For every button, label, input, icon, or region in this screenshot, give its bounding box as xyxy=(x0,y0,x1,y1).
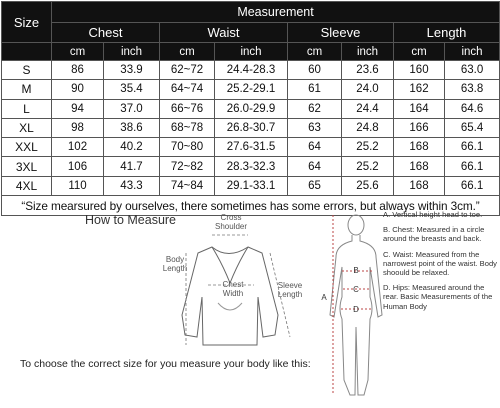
measurement-cell: 29.1-33.1 xyxy=(215,176,288,195)
chest-header: Chest xyxy=(52,23,160,43)
measurement-cell: 65 xyxy=(288,176,342,195)
table-row xyxy=(2,138,500,157)
size-cell: L xyxy=(2,99,52,118)
note-b: B. Chest: Measured in a circle around the breasts and back. xyxy=(383,225,485,244)
marker-c: C xyxy=(353,285,359,294)
size-cell: XL xyxy=(2,118,52,137)
measurement-cell: 37.0 xyxy=(104,99,160,118)
measurement-cell: 41.7 xyxy=(104,157,160,176)
measurement-cell: 62~72 xyxy=(160,61,215,80)
length-header: Length xyxy=(394,23,500,43)
measurement-cell: 66~76 xyxy=(160,99,215,118)
measurement-cell: 168 xyxy=(394,138,445,157)
measurement-cell: 25.2 xyxy=(342,157,394,176)
measurement-cell: 90 xyxy=(52,80,104,99)
chest-width-label: Chest Width xyxy=(222,280,244,298)
measurement-cell: 72~82 xyxy=(160,157,215,176)
measurement-cell: 66.1 xyxy=(445,157,500,176)
table-row xyxy=(2,61,500,80)
body-length-label: Body Length xyxy=(162,255,188,273)
size-cell: S xyxy=(2,61,52,80)
choose-size-text: To choose the correct size for you measure your body like this: xyxy=(20,358,311,370)
measurement-cell: 64 xyxy=(288,138,342,157)
table-row xyxy=(2,176,500,195)
measurement-cell: 166 xyxy=(394,118,445,137)
measurement-cell: 24.8 xyxy=(342,118,394,137)
measurement-cell: 102 xyxy=(52,138,104,157)
unit-blank xyxy=(2,43,52,61)
table-row xyxy=(2,157,500,176)
marker-d: D xyxy=(353,305,359,314)
size-cell: 3XL xyxy=(2,157,52,176)
unit-header: inch xyxy=(342,43,394,61)
measurement-cell: 33.9 xyxy=(104,61,160,80)
table-row xyxy=(2,118,500,137)
measurement-cell: 160 xyxy=(394,61,445,80)
size-cell: XXL xyxy=(2,138,52,157)
measurement-note: “Size mearsured by ourselves, there sometimes has some errors, but always within 3cm.” xyxy=(2,196,500,216)
measurement-diagram xyxy=(0,205,500,408)
note-a: A. Vertical height head to toe. xyxy=(383,210,483,219)
measurement-cell: 63.0 xyxy=(445,61,500,80)
measurement-cell: 40.2 xyxy=(104,138,160,157)
size-header: Size xyxy=(2,2,52,43)
waist-header: Waist xyxy=(160,23,288,43)
measurement-cell: 43.3 xyxy=(104,176,160,195)
measurement-cell: 24.4 xyxy=(342,99,394,118)
measurement-cell: 26.0-29.9 xyxy=(215,99,288,118)
unit-header: inch xyxy=(104,43,160,61)
unit-header: cm xyxy=(160,43,215,61)
measurement-cell: 25.2-29.1 xyxy=(215,80,288,99)
measurement-cell: 28.3-32.3 xyxy=(215,157,288,176)
sleeve-header: Sleeve xyxy=(288,23,394,43)
measurement-cell: 25.2 xyxy=(342,138,394,157)
measurement-cell: 24.0 xyxy=(342,80,394,99)
unit-header: cm xyxy=(288,43,342,61)
cross-shoulder-label: Cross Shoulder xyxy=(214,213,248,231)
measurement-cell: 168 xyxy=(394,157,445,176)
measurement-cell: 110 xyxy=(52,176,104,195)
measurement-cell: 64~74 xyxy=(160,80,215,99)
measurement-cell: 63.8 xyxy=(445,80,500,99)
measurement-cell: 65.4 xyxy=(445,118,500,137)
unit-header: inch xyxy=(445,43,500,61)
measurement-cell: 23.6 xyxy=(342,61,394,80)
measurement-cell: 66.1 xyxy=(445,138,500,157)
measurement-cell: 25.6 xyxy=(342,176,394,195)
measurement-cell: 164 xyxy=(394,99,445,118)
measurement-cell: 74~84 xyxy=(160,176,215,195)
measurement-cell: 24.4-28.3 xyxy=(215,61,288,80)
measurement-cell: 64.6 xyxy=(445,99,500,118)
measurement-cell: 66.1 xyxy=(445,176,500,195)
note-c: C. Waist: Measured from the narrowest point of the waist. Body shoould be relaxed. xyxy=(383,249,497,278)
measurement-cell: 35.4 xyxy=(104,80,160,99)
measurement-cell: 106 xyxy=(52,157,104,176)
measurement-cell: 27.6-31.5 xyxy=(215,138,288,157)
measurement-header: Measurement xyxy=(52,2,500,23)
measurement-cell: 26.8-30.7 xyxy=(215,118,288,137)
marker-b: B xyxy=(353,266,359,275)
unit-header: cm xyxy=(52,43,104,61)
sleeve-length-label: Sleeve Length xyxy=(277,281,303,299)
measurement-cell: 70~80 xyxy=(160,138,215,157)
table-row xyxy=(2,80,500,99)
note-d: D. Hips: Measured around the rear. Basic Measurements of the Human Body xyxy=(383,283,493,311)
measurement-cell: 61 xyxy=(288,80,342,99)
measurement-cell: 68~78 xyxy=(160,118,215,137)
measurement-cell: 98 xyxy=(52,118,104,137)
unit-header: inch xyxy=(215,43,288,61)
table-row xyxy=(2,99,500,118)
measurement-cell: 86 xyxy=(52,61,104,80)
measurement-notes xyxy=(383,210,498,317)
measurement-cell: 162 xyxy=(394,80,445,99)
size-table xyxy=(1,1,500,216)
size-cell: M xyxy=(2,80,52,99)
measurement-cell: 94 xyxy=(52,99,104,118)
measurement-cell: 168 xyxy=(394,176,445,195)
size-chart xyxy=(1,1,499,216)
size-cell: 4XL xyxy=(2,176,52,195)
unit-header: cm xyxy=(394,43,445,61)
measurement-cell: 60 xyxy=(288,61,342,80)
measurement-cell: 64 xyxy=(288,157,342,176)
measurement-cell: 63 xyxy=(288,118,342,137)
measurement-cell: 38.6 xyxy=(104,118,160,137)
measurement-cell: 62 xyxy=(288,99,342,118)
marker-a: A xyxy=(321,293,327,302)
how-to-measure-title: How to Measure xyxy=(85,213,177,227)
